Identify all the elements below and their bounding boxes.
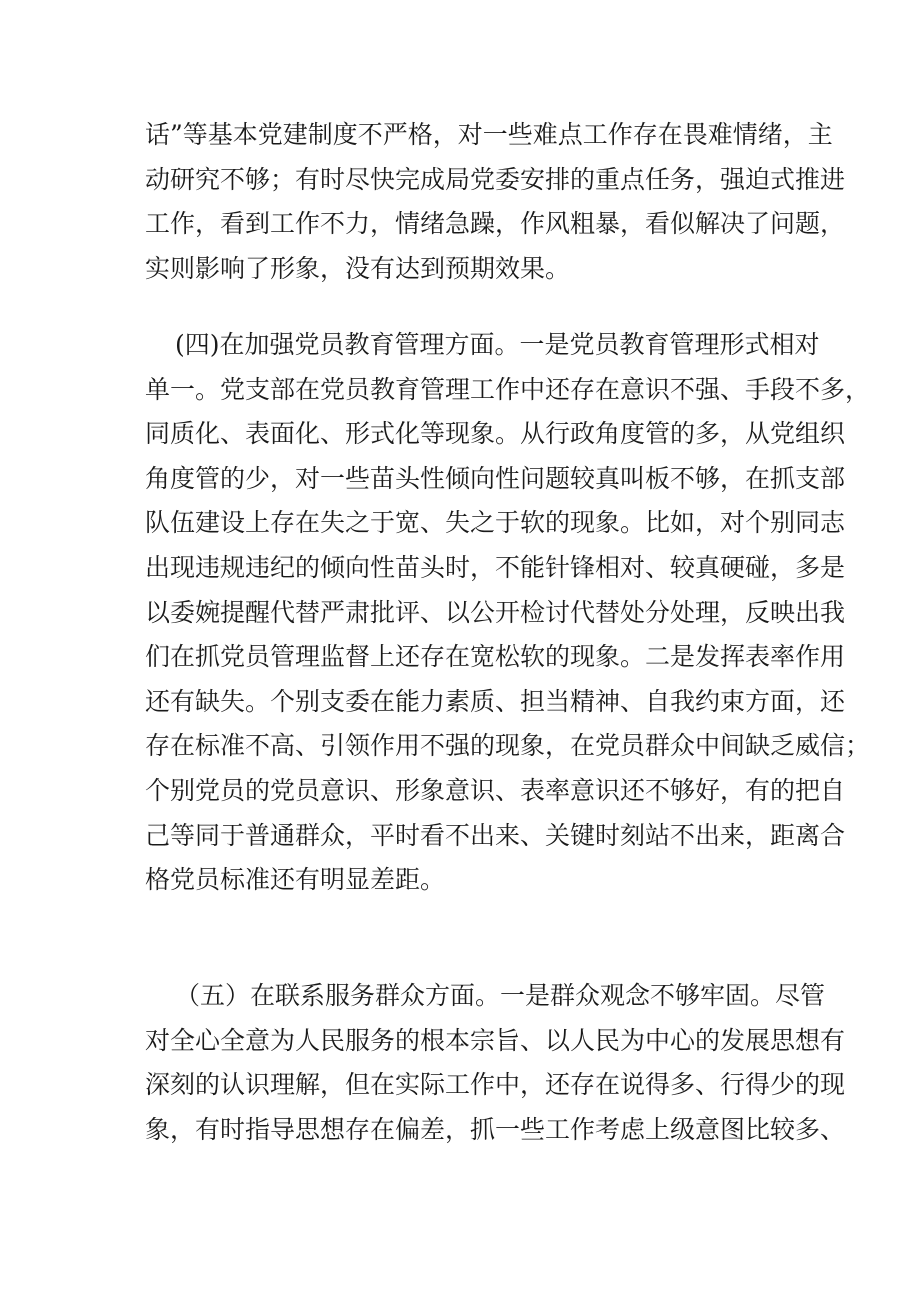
text-line: 个别党员的党员意识、形象意识、表率意识还不够好，有的把自 [145,775,846,805]
text-line: 动研究不够；有时尽快完成局党委安排的重点任务，强迫式推进 [145,164,846,194]
text-line: 出现违规违纪的倾向性苗头时，不能针锋相对、较真硬碰，多是 [145,552,846,582]
text-line: 同质化、表面化、形式化等现象。从行政角度管的多，从党组织 [145,419,846,449]
text-line: (四)在加强党员教育管理方面。一是党员教育管理形式相对 [175,330,820,359]
text-line: 们在抓党员管理监督上还存在宽松软的现象。二是发挥表率作用 [145,642,846,672]
text-line: 角度管的少，对一些苗头性倾向性问题较真叫板不够，在抓支部 [145,463,846,493]
paragraph-party-member-education [145,323,871,903]
text-line: 单一。党支部在党员教育管理工作中还存在意识不强、手段不多， [145,374,871,404]
text-line: 以委婉提醒代替严肃批评、以公开检讨代替处分处理，反映出我 [145,597,846,627]
text-line: 工作，看到工作不力，情绪急躁，作风粗暴，看似解决了问题， [145,209,846,239]
paragraph-serving-the-masses [145,974,846,1152]
text-line: 象，有时指导思想存在偏差，抓一些工作考虑上级意图比较多、 [145,1114,846,1144]
text-line: 还有缺失。个别支委在能力素质、担当精神、自我约束方面，还 [145,686,846,716]
text-line: 实则影响了形象，没有达到预期效果。 [145,253,571,283]
text-line: 深刻的认识理解，但在实际工作中，还存在说得多、行得少的现 [145,1070,846,1100]
text-line: 话”等基本党建制度不严格，对一些难点工作存在畏难情绪，主 [145,120,833,149]
text-line: 己等同于普通群众，平时看不出来、关键时刻站不出来，距离合 [145,820,846,850]
text-line: 格党员标准还有明显差距。 [145,865,446,895]
text-line: 对全心全意为人民服务的根本宗旨、以人民为中心的发展思想有 [145,1025,846,1055]
text-line: （五）在联系服务群众方面。一是群众观念不够牢固。尽管 [175,981,826,1010]
paragraph-continuation [145,113,846,291]
text-line: 队伍建设上存在失之于宽、失之于软的现象。比如，对个别同志 [145,508,846,538]
text-line: 存在标准不高、引领作用不强的现象，在党员群众中间缺乏威信； [145,731,871,761]
